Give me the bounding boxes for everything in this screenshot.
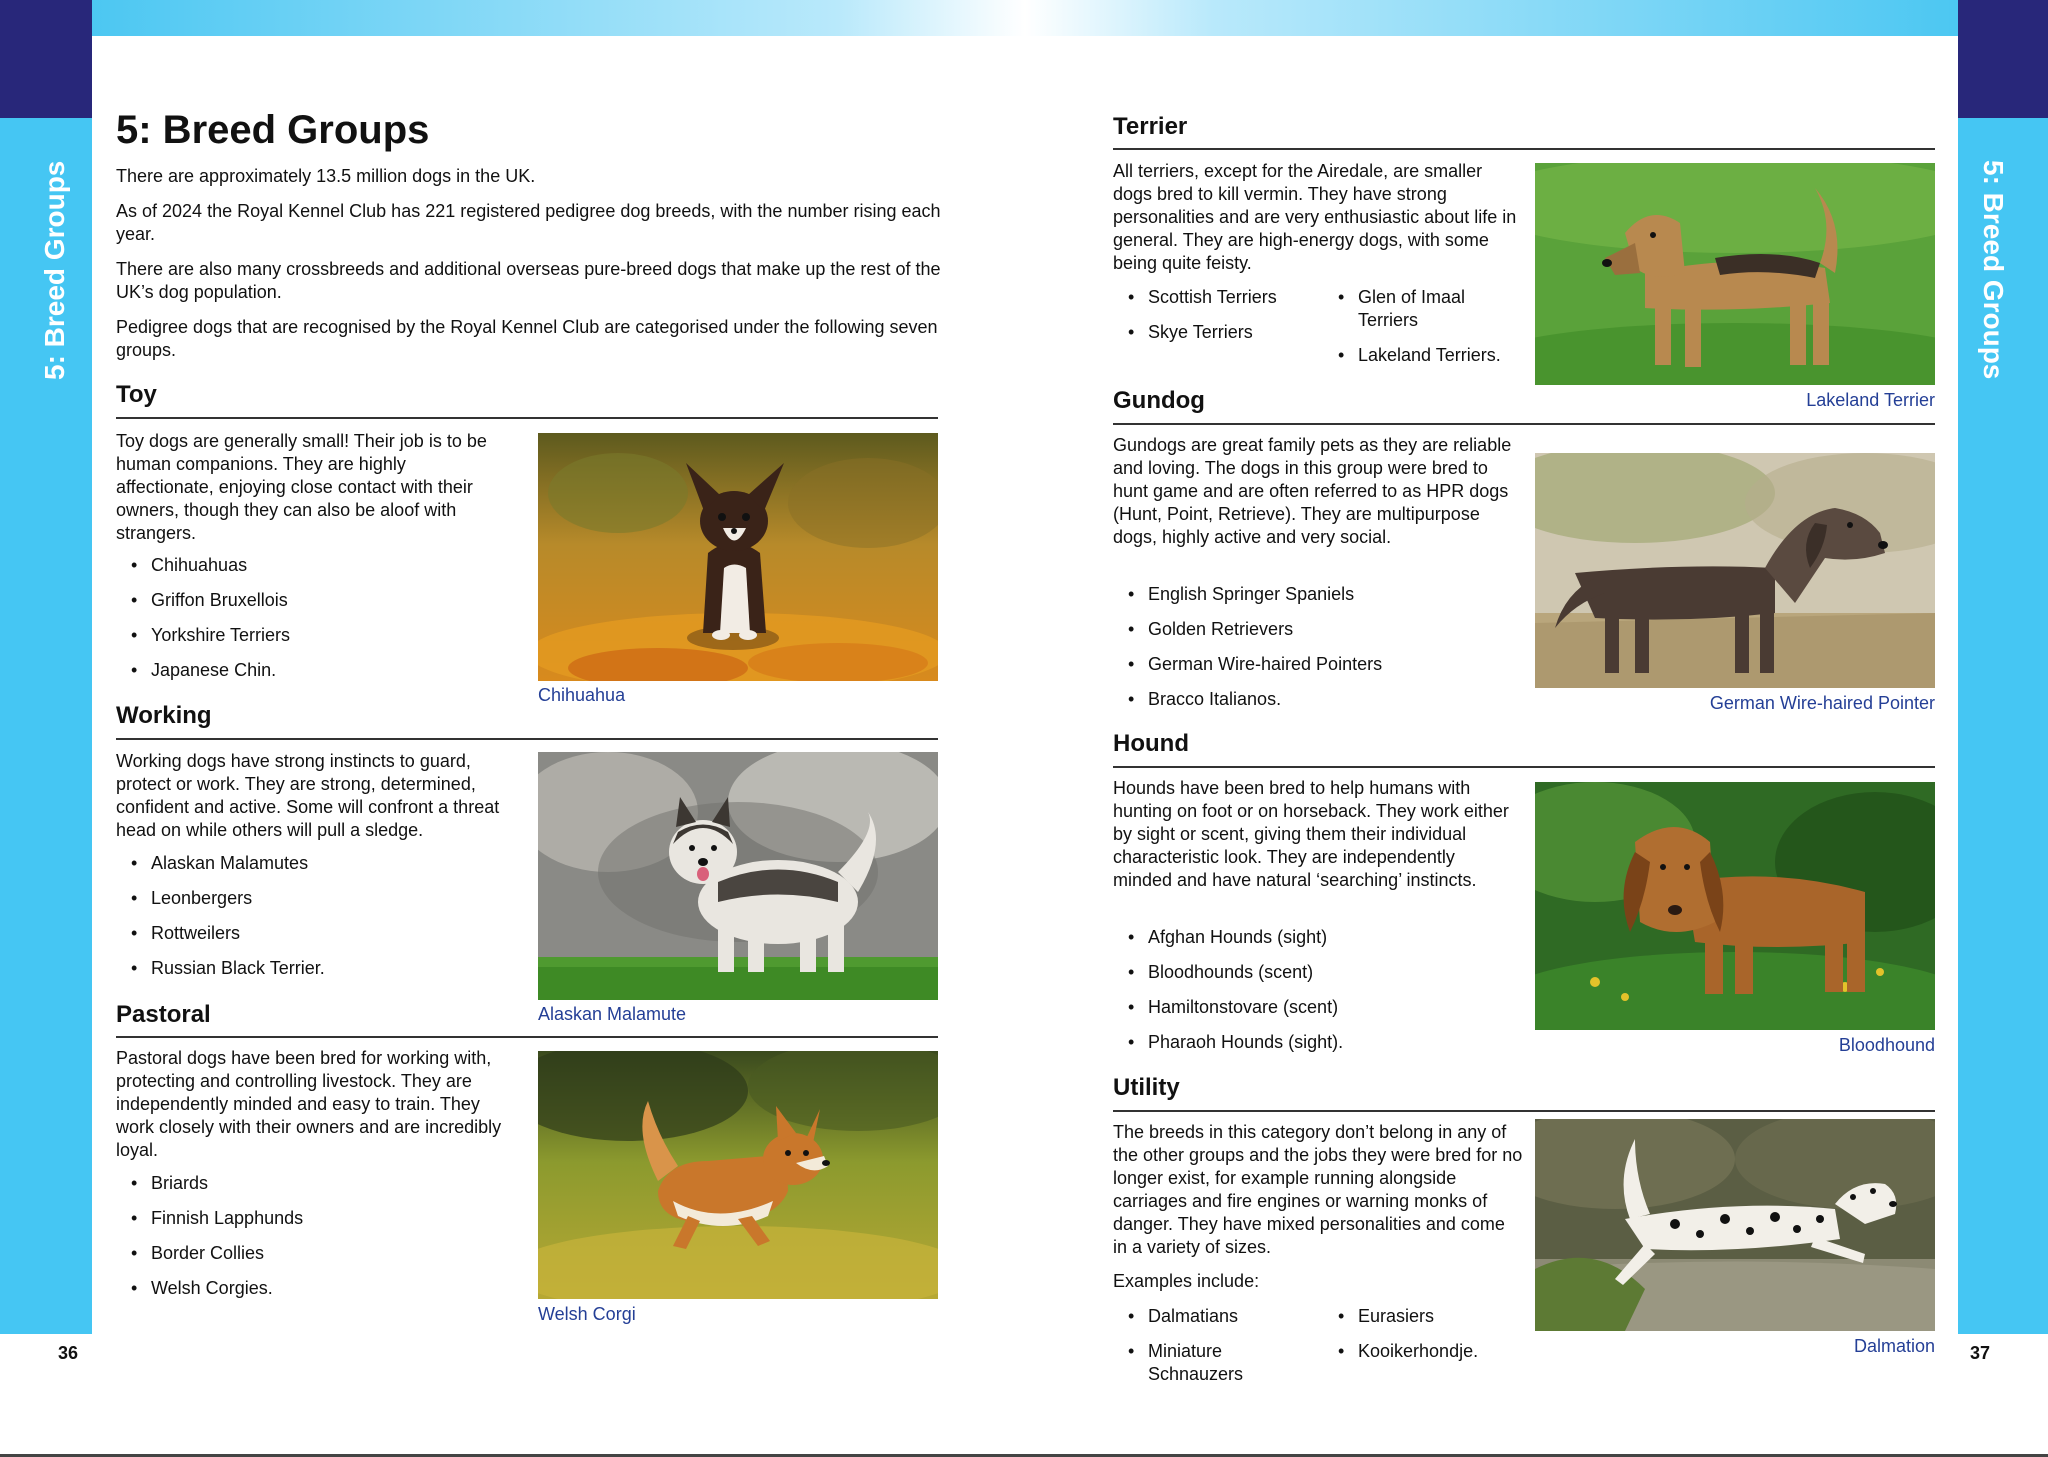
pointer-photo: [1535, 453, 1935, 688]
list-item: • Golden Retrievers: [1128, 618, 1528, 641]
toy-heading: Toy: [116, 381, 157, 408]
bloodhound-caption: Bloodhound: [1838, 1035, 1935, 1055]
page-title: 5: Breed Groups: [116, 108, 430, 152]
pastoral-list: [131, 1172, 501, 1312]
hound-text: Hounds have been bred to help humans with hunting on foot or on horseback. They work either by sight or scent, giving them their individual characteristic look. They are independently minded and have natural ‘searching’ instincts.: [1113, 778, 1509, 890]
hound-list: [1128, 926, 1528, 1066]
lakeland-terrier-caption: Lakeland Terrier: [1806, 390, 1935, 410]
intro-paragraph-2: As of 2024 the Royal Kennel Club has 221 registered pedigree dog breeds, with the number rising each year.: [116, 201, 941, 244]
hound-heading: Hound: [1113, 730, 1189, 757]
malamute-illustration: [538, 752, 938, 1000]
navy-corner-right: [1958, 0, 2048, 118]
side-tab-label-right: 5: Breed Groups: [1978, 160, 2009, 380]
chihuahua-caption: Chihuahua: [538, 685, 626, 705]
chihuahua-photo: [538, 433, 938, 681]
utility-list-col1: [1128, 1305, 1328, 1398]
working-rule: [116, 738, 938, 740]
list-item: • Bloodhounds (scent): [1128, 961, 1528, 984]
toy-list: [131, 554, 501, 694]
utility-text: The breeds in this category don’t belong in any of the other groups and the jobs they were bred for no longer exist, for example running alongside carriages and fire engines or warning monks of danger. They have mixed personalities and come in a variety of sizes.: [1113, 1122, 1523, 1257]
working-list: [131, 852, 501, 992]
utility-heading: Utility: [1113, 1074, 1180, 1101]
terrier-list-col1: [1128, 286, 1328, 356]
page-number-left: 36: [58, 1343, 79, 1363]
list-item: • Leonbergers: [131, 887, 501, 910]
dalmatian-illustration: [1535, 1119, 1935, 1331]
lakeland-terrier-illustration: [1535, 163, 1935, 385]
corgi-photo: [538, 1051, 938, 1299]
toy-text: Toy dogs are generally small! Their job is to be human companions. They are highly affectionate, enjoying close contact with their owners, though they can also be aloof with strangers.: [116, 431, 487, 543]
gundog-rule: [1113, 423, 1935, 425]
list-item: • Hamiltonstovare (scent): [1128, 996, 1528, 1019]
navy-corner-left: [0, 0, 92, 118]
list-item: • Kooikerhondje.: [1338, 1340, 1518, 1363]
list-item: • Dalmatians: [1128, 1305, 1328, 1328]
list-item: • Russian Black Terrier.: [131, 957, 501, 980]
top-gradient-band: [92, 0, 1958, 36]
malamute-caption: Alaskan Malamute: [538, 1004, 687, 1024]
pastoral-rule: [116, 1036, 938, 1038]
pointer-caption: German Wire-haired Pointer: [1709, 693, 1935, 713]
list-item: • Chihuahuas: [131, 554, 501, 577]
list-item: • Eurasiers: [1338, 1305, 1518, 1328]
terrier-text: All terriers, except for the Airedale, are smaller dogs bred to kill vermin. They have strong personalities and are very enthusiastic about life in general. They are high-energy dogs, with some being quite feisty.: [1113, 161, 1517, 273]
list-item: • Welsh Corgies.: [131, 1277, 501, 1300]
list-item: • German Wire-haired Pointers: [1128, 653, 1528, 676]
list-item: • Border Collies: [131, 1242, 501, 1265]
dalmatian-photo: [1535, 1119, 1935, 1331]
list-item: • Scottish Terriers: [1128, 286, 1328, 309]
working-text: Working dogs have strong instincts to guard, protect or work. They are strong, determined, confident and active. Some will confront a threat head on while others will pull a sledge.: [116, 751, 500, 840]
utility-rule: [1113, 1110, 1935, 1112]
pointer-illustration: [1535, 453, 1935, 688]
list-item: • English Springer Spaniels: [1128, 583, 1528, 606]
side-tab-label-left: 5: Breed Groups: [39, 160, 70, 380]
terrier-heading: Terrier: [1113, 113, 1188, 140]
hound-rule: [1113, 766, 1935, 768]
list-item: • Skye Terriers: [1128, 321, 1328, 344]
working-heading: Working: [116, 702, 212, 729]
margin-left: [0, 1334, 44, 1454]
malamute-photo: [538, 752, 938, 1000]
gundog-list: [1128, 583, 1528, 723]
list-item: • Lakeland Terriers.: [1338, 344, 1518, 367]
corgi-illustration: [538, 1051, 938, 1299]
lakeland-terrier-photo: [1535, 163, 1935, 385]
terrier-rule: [1113, 148, 1935, 150]
chihuahua-illustration: [538, 433, 938, 681]
list-item: • Briards: [131, 1172, 501, 1195]
list-item: • Afghan Hounds (sight): [1128, 926, 1528, 949]
intro-paragraph-3: There are also many crossbreeds and additional overseas pure-breed dogs that make up the rest of the UK’s dog population.: [116, 259, 941, 302]
list-item: • Alaskan Malamutes: [131, 852, 501, 875]
bloodhound-photo: [1535, 782, 1935, 1030]
bloodhound-illustration: [1535, 782, 1935, 1030]
list-item: • Yorkshire Terriers: [131, 624, 501, 647]
margin-right: [2004, 1334, 2048, 1454]
intro-paragraph-4: Pedigree dogs that are recognised by the Royal Kennel Club are categorised under the following seven groups.: [116, 317, 938, 360]
list-item: • Pharaoh Hounds (sight).: [1128, 1031, 1528, 1054]
pastoral-text: Pastoral dogs have been bred for working with, protecting and controlling livestock. They are independently minded and easy to train. They work closely with their owners and are incredibly loyal.: [116, 1048, 502, 1160]
utility-examples-label: Examples include:: [1113, 1271, 1260, 1291]
list-item: • Miniature Schnauzers: [1128, 1340, 1238, 1386]
dalmatian-caption: Dalmation: [1853, 1336, 1935, 1356]
pastoral-heading: Pastoral: [116, 1001, 211, 1028]
toy-rule: [116, 417, 938, 419]
list-item: • Griffon Bruxellois: [131, 589, 501, 612]
gundog-heading: Gundog: [1113, 387, 1205, 414]
list-item: • Bracco Italianos.: [1128, 688, 1528, 711]
list-item: • Rottweilers: [131, 922, 501, 945]
gundog-text: Gundogs are great family pets as they are reliable and loving. The dogs in this group were bred to hunt game and are often referred to as HPR dogs (Hunt, Point, Retrieve). They are multipurpose dogs, highly active and very social.: [1113, 435, 1512, 547]
page-number-right: 37: [1970, 1343, 1991, 1363]
list-item: • Finnish Lapphunds: [131, 1207, 501, 1230]
list-item: • Glen of Imaal Terriers: [1338, 286, 1518, 332]
utility-list-col2: [1338, 1305, 1518, 1375]
intro-paragraph-1: There are approximately 13.5 million dogs in the UK.: [116, 166, 536, 186]
terrier-list-col2: [1338, 286, 1518, 379]
list-item: • Japanese Chin.: [131, 659, 501, 682]
corgi-caption: Welsh Corgi: [538, 1304, 636, 1324]
